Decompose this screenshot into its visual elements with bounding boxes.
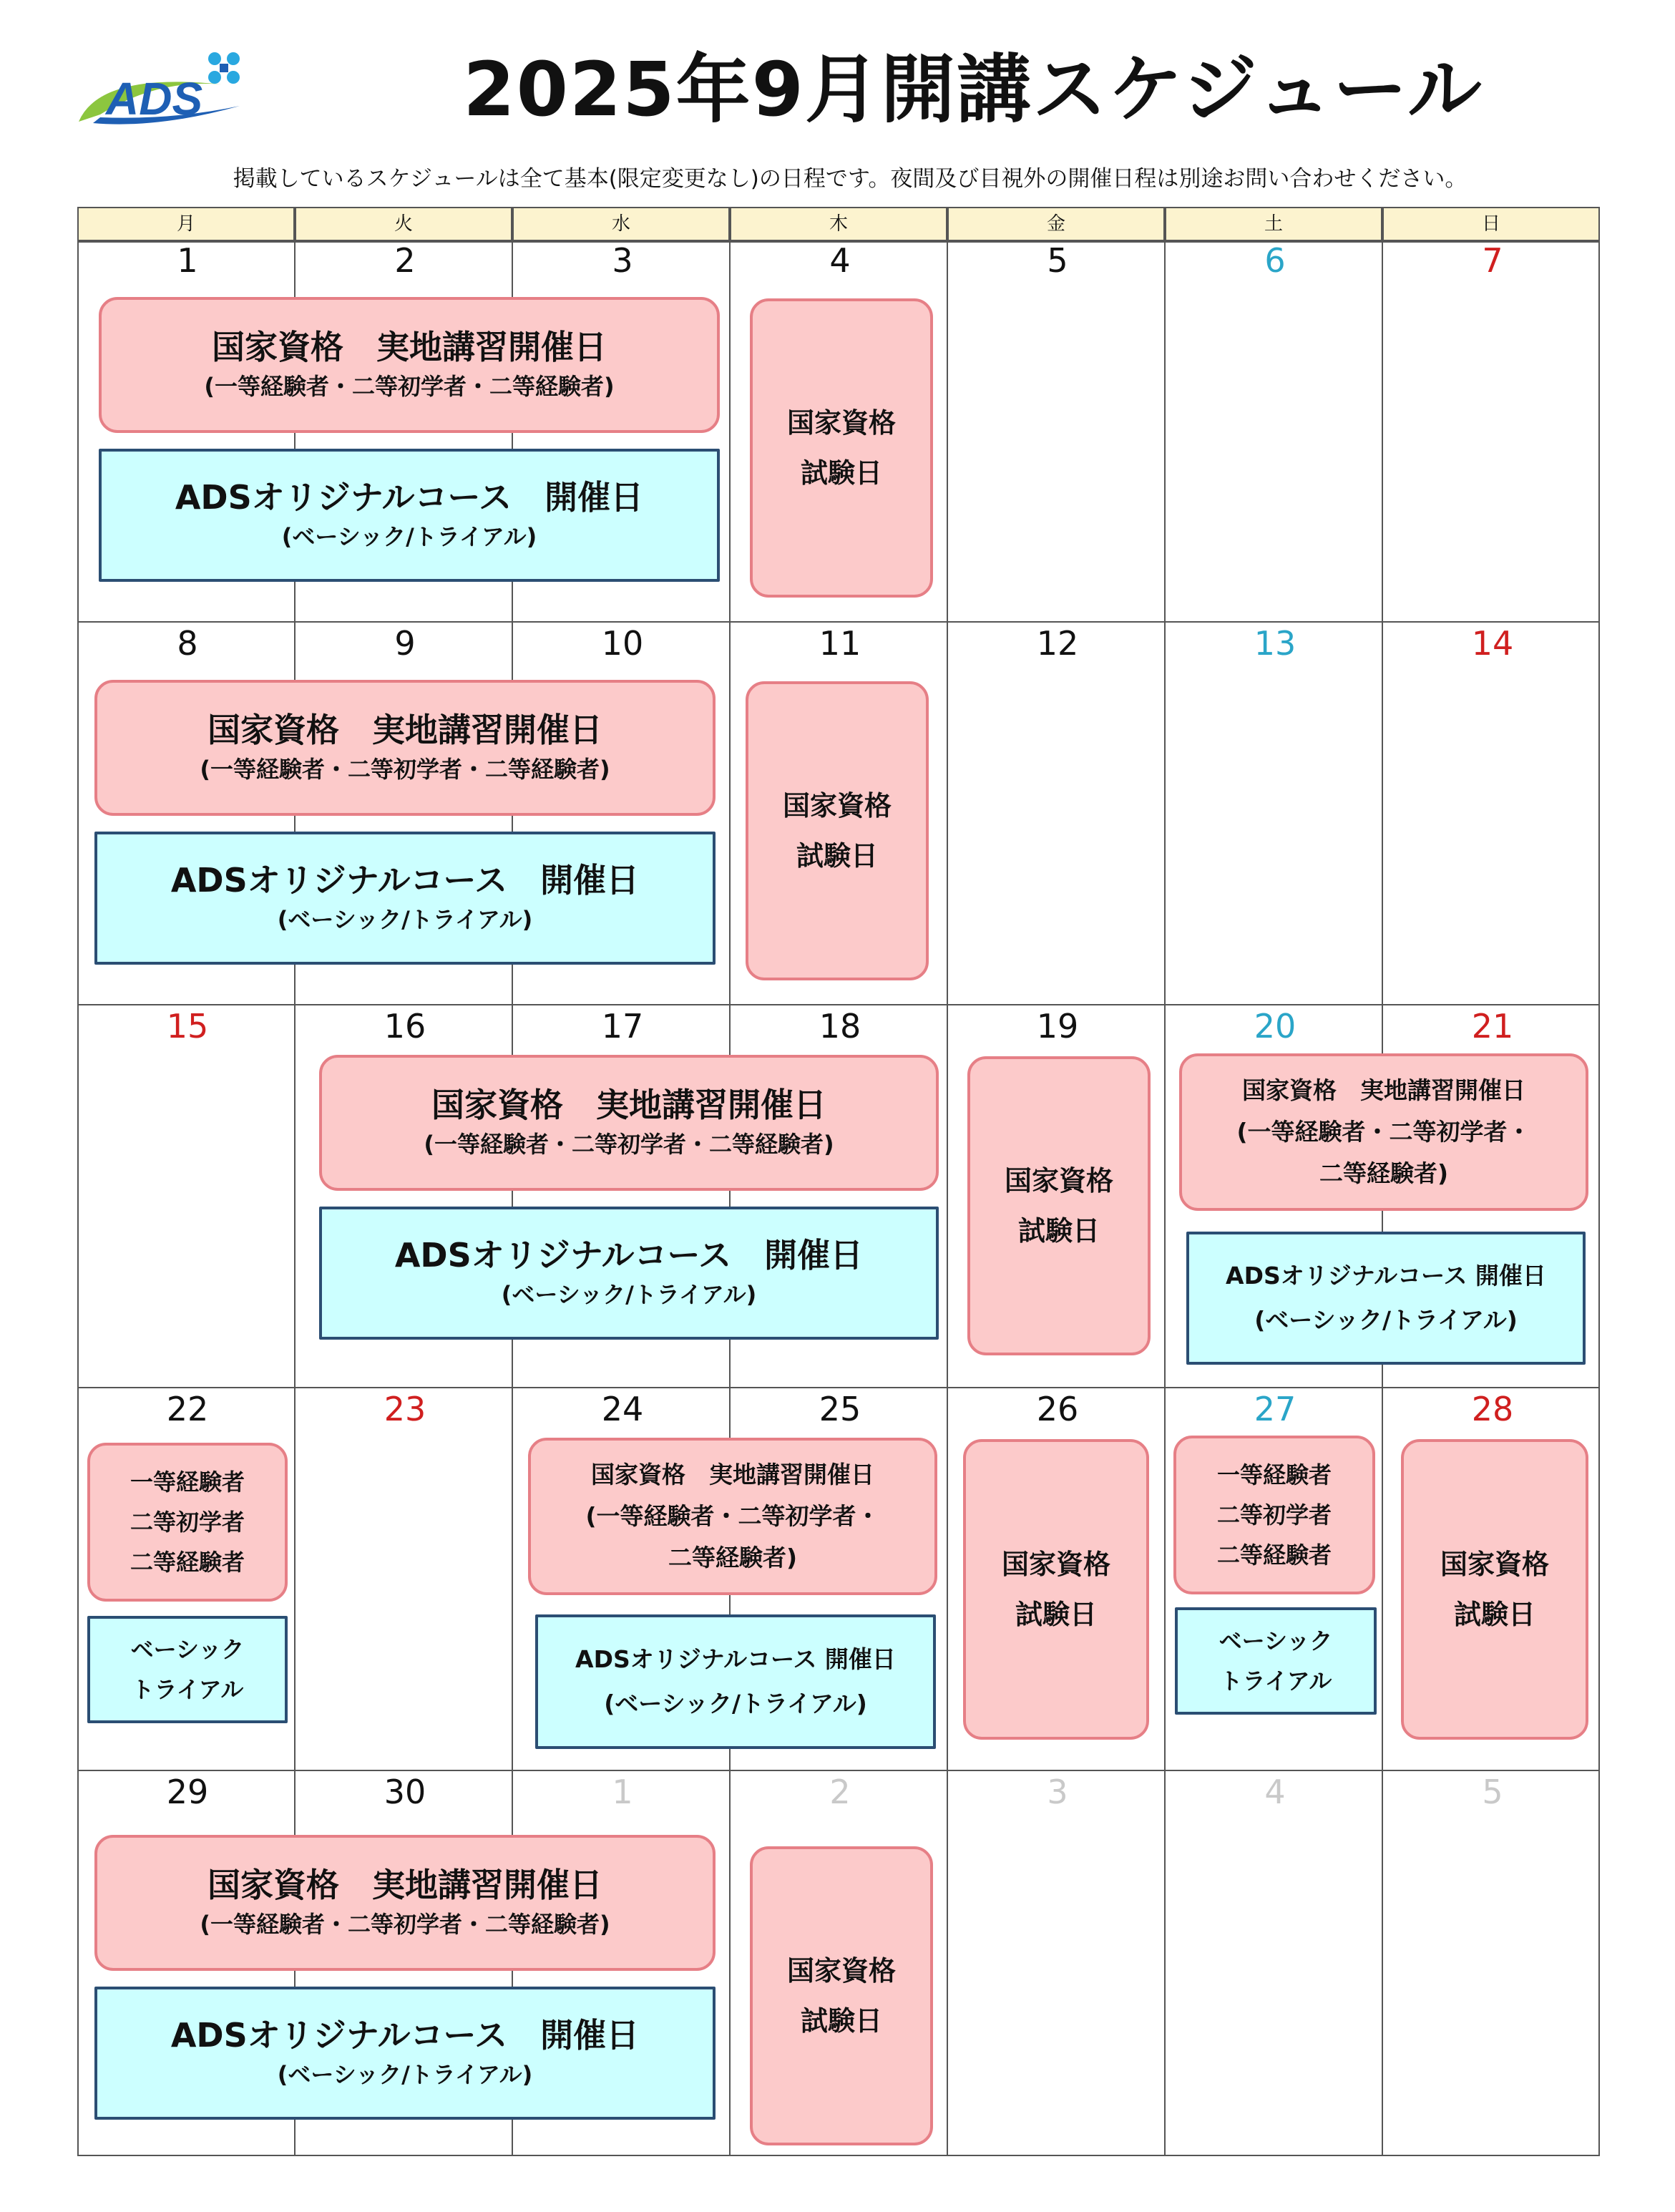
day-number-saturday: 13	[1254, 624, 1296, 663]
page-subtitle: 掲載しているスケジュールは全て基本(限定変更なし)の日程です。夜間及び目視外の開催日程は別途お問い合わせください。	[233, 166, 1468, 192]
event-label: 二等初学者	[1216, 1501, 1332, 1529]
day-number: 22	[166, 1390, 209, 1428]
grid-divider	[77, 1004, 1600, 1005]
day-number: 26	[1036, 1390, 1079, 1428]
event-title: 国家資格 実地講習開催日	[207, 711, 602, 749]
day-number: 17	[601, 1007, 644, 1046]
exam-day-event	[967, 1056, 1151, 1355]
day-number-saturday: 20	[1254, 1007, 1296, 1046]
event-label: トライアル	[1219, 1667, 1332, 1695]
practical-categories-event	[1173, 1436, 1375, 1594]
practical-session-event	[94, 680, 716, 816]
weekday-header-wed: 水	[512, 207, 730, 241]
practical-session-event	[99, 297, 720, 433]
event-subtitle: (ベーシック/トライアル)	[501, 1281, 757, 1308]
ads-course-event	[87, 1616, 288, 1723]
day-number-holiday: 23	[384, 1390, 426, 1428]
event-title: 国家資格	[786, 1955, 896, 1987]
event-subtitle: (一等経験者・二等初学者・	[585, 1502, 880, 1530]
event-title: 国家資格	[1440, 1549, 1549, 1580]
ads-course-event	[1186, 1232, 1586, 1365]
event-title: 国家資格	[786, 407, 896, 439]
practical-session-event	[1179, 1053, 1588, 1211]
day-number: 29	[166, 1773, 209, 1811]
event-subtitle: (一等経験者・二等初学者・二等経験者)	[204, 373, 615, 400]
event-title: ADSオリジナルコース 開催日	[170, 861, 640, 900]
day-number: 18	[819, 1007, 861, 1046]
day-number-sunday: 28	[1471, 1390, 1514, 1428]
event-label: トライアル	[131, 1676, 244, 1703]
event-title: 試験日	[1017, 1215, 1100, 1247]
grid-divider	[77, 1770, 1600, 1771]
grid-divider	[947, 241, 948, 2156]
day-number-next-month: 1	[612, 1773, 633, 1811]
svg-text:ADS: ADS	[106, 73, 203, 125]
event-title: 試験日	[796, 840, 878, 872]
day-number: 30	[384, 1773, 426, 1811]
day-number-saturday: 6	[1264, 241, 1286, 280]
exam-day-event	[750, 298, 933, 598]
ads-course-event	[535, 1614, 936, 1749]
event-label: 一等経験者	[1216, 1461, 1332, 1489]
event-title: ADSオリジナルコース 開催日	[170, 2016, 640, 2055]
event-title: 国家資格 実地講習開催日	[591, 1461, 874, 1489]
event-title: 国家資格 実地講習開催日	[207, 1866, 602, 1904]
day-number-sunday: 21	[1471, 1007, 1514, 1046]
day-number: 16	[384, 1007, 426, 1046]
event-title: 試験日	[800, 457, 882, 489]
day-number: 2	[394, 241, 416, 280]
day-number: 19	[1036, 1007, 1079, 1046]
event-title: 試験日	[1453, 1599, 1535, 1630]
event-subtitle: (ベーシック/トライアル)	[604, 1690, 867, 1718]
weekday-header-thu: 木	[730, 207, 947, 241]
weekday-header-mon: 月	[77, 207, 295, 241]
day-number: 24	[601, 1390, 644, 1428]
event-subtitle: (一等経験者・二等初学者・	[1236, 1118, 1531, 1146]
day-number: 12	[1036, 624, 1079, 663]
day-number-saturday: 27	[1254, 1390, 1296, 1428]
day-number: 9	[394, 624, 416, 663]
event-title: 国家資格	[1004, 1165, 1113, 1197]
event-title: ADSオリジナルコース 開催日	[175, 478, 644, 517]
ads-course-event	[319, 1207, 939, 1340]
event-subtitle: (一等経験者・二等初学者・二等経験者)	[200, 1911, 610, 1938]
event-title: 国家資格 実地講習開催日	[1242, 1076, 1525, 1104]
event-label: 二等初学者	[130, 1509, 245, 1536]
day-number: 8	[177, 624, 198, 663]
event-title: ADSオリジナルコース 開催日	[575, 1645, 896, 1673]
event-subtitle: (一等経験者・二等初学者・二等経験者)	[424, 1131, 834, 1158]
exam-day-event	[746, 681, 929, 980]
weekday-header-sat: 土	[1165, 207, 1382, 241]
event-label: ベーシック	[130, 1636, 245, 1663]
day-number-next-month: 2	[829, 1773, 851, 1811]
day-number: 1	[177, 241, 198, 280]
event-subtitle: (ベーシック/トライアル)	[277, 2061, 533, 2088]
event-title: 国家資格 実地講習開催日	[212, 328, 607, 366]
event-label: 一等経験者	[130, 1468, 245, 1496]
day-number: 11	[819, 624, 861, 663]
grid-divider	[1164, 241, 1166, 2156]
day-number: 4	[829, 241, 851, 280]
exam-day-event	[1401, 1439, 1588, 1740]
page-title: 2025年9月開講スケジュール	[463, 46, 1483, 133]
ads-course-event	[94, 832, 716, 965]
ads-logo	[72, 43, 258, 136]
practical-session-event	[319, 1055, 939, 1191]
event-subtitle: 二等経験者)	[668, 1544, 798, 1572]
event-label: 二等経験者	[130, 1549, 245, 1576]
event-subtitle: (一等経験者・二等初学者・二等経験者)	[200, 756, 610, 783]
day-number-next-month: 5	[1482, 1773, 1503, 1811]
practical-session-event	[528, 1438, 937, 1595]
day-number: 5	[1047, 241, 1068, 280]
event-title: ADSオリジナルコース 開催日	[1226, 1262, 1546, 1290]
weekday-header-tue: 火	[295, 207, 512, 241]
day-number-next-month: 3	[1047, 1773, 1068, 1811]
weekday-header-fri: 金	[947, 207, 1165, 241]
practical-categories-event	[87, 1443, 288, 1602]
event-title: 試験日	[1015, 1599, 1097, 1630]
ads-course-event	[99, 449, 720, 582]
day-number-sunday: 14	[1471, 624, 1514, 663]
practical-session-event	[94, 1835, 716, 1971]
event-subtitle: (ベーシック/トライアル)	[1254, 1306, 1518, 1334]
event-title: ADSオリジナルコース 開催日	[394, 1236, 864, 1275]
grid-divider	[77, 621, 1600, 623]
event-label: ベーシック	[1219, 1627, 1333, 1655]
event-title: 試験日	[800, 2005, 882, 2037]
weekday-header-sun: 日	[1382, 207, 1600, 241]
grid-divider	[77, 1387, 1600, 1388]
ads-course-event	[94, 1987, 716, 2120]
ads-course-event	[1175, 1607, 1377, 1715]
event-subtitle: (ベーシック/トライアル)	[277, 906, 533, 933]
exam-day-event	[963, 1439, 1149, 1740]
day-number-sunday: 7	[1482, 241, 1503, 280]
event-label: 二等経験者	[1216, 1541, 1332, 1569]
day-number: 10	[601, 624, 644, 663]
exam-day-event	[750, 1846, 933, 2145]
day-number: 3	[612, 241, 633, 280]
day-number: 25	[819, 1390, 861, 1428]
grid-divider	[729, 241, 731, 2156]
day-number-next-month: 4	[1264, 1773, 1286, 1811]
event-title: 国家資格	[782, 790, 892, 822]
event-subtitle: (ベーシック/トライアル)	[281, 523, 537, 550]
event-title: 国家資格 実地講習開催日	[431, 1086, 826, 1124]
event-title: 国家資格	[1001, 1549, 1110, 1580]
event-subtitle: 二等経験者)	[1319, 1159, 1449, 1187]
day-number-holiday: 15	[166, 1007, 209, 1046]
